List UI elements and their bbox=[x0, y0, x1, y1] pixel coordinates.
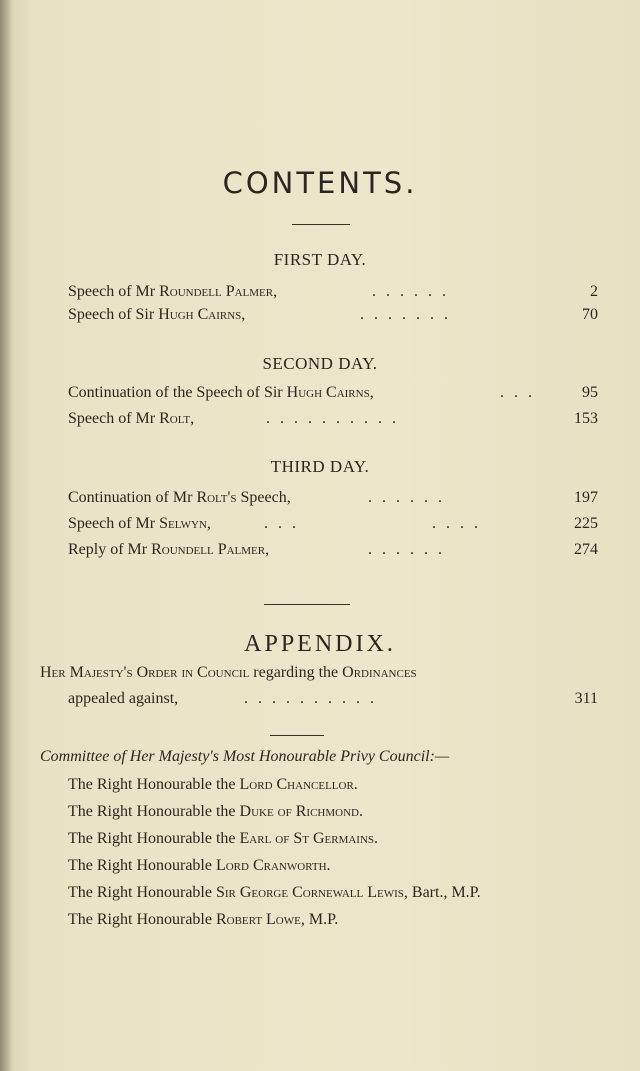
leader-dots: ... bbox=[264, 515, 306, 532]
page-number: 2 bbox=[590, 283, 598, 300]
member-text: The Right Honourable bbox=[68, 884, 216, 901]
page-gutter-shadow bbox=[0, 0, 12, 1071]
committee-member bbox=[68, 830, 378, 848]
page-number: 225 bbox=[574, 515, 598, 532]
first-day-heading: FIRST DAY. bbox=[273, 250, 367, 269]
second-day-heading: SECOND DAY. bbox=[262, 354, 378, 373]
leader-dots: .......... bbox=[266, 410, 406, 427]
entry-text: , bbox=[265, 541, 270, 558]
entry-text: Speech of Mr bbox=[68, 283, 160, 300]
member-name: Lord Cranworth. bbox=[215, 857, 331, 874]
committee-member bbox=[68, 857, 331, 875]
entry-name: Rolt's bbox=[196, 489, 237, 506]
member-text: The Right Honourable the bbox=[68, 803, 240, 820]
member-name: Sir George Cornewall Lewis bbox=[215, 884, 404, 901]
order-text: regarding the bbox=[249, 664, 343, 681]
entry-text: Continuation of Mr bbox=[68, 489, 197, 506]
entry-name: Rolt bbox=[159, 410, 191, 427]
third-day-heading: THIRD DAY. bbox=[270, 457, 370, 476]
page-number: 153 bbox=[574, 410, 598, 427]
toc-entry bbox=[68, 690, 598, 712]
section-rule bbox=[264, 604, 350, 605]
committee-heading: Committee of Her Majesty's Most Honourable Privy Council:— bbox=[40, 748, 450, 765]
member-text: The Right Honourable bbox=[68, 857, 216, 874]
toc-entry bbox=[68, 541, 598, 563]
entry-text: Speech of Mr bbox=[68, 515, 160, 532]
leader-dots: ...... bbox=[372, 283, 456, 300]
toc-entry bbox=[68, 515, 598, 537]
committee-member bbox=[68, 911, 338, 929]
leader-dots: ...... bbox=[368, 541, 452, 558]
leader-dots: .......... bbox=[244, 690, 384, 707]
entry-text: Speech of Sir bbox=[68, 306, 159, 323]
committee-member bbox=[68, 803, 363, 821]
page-number: 311 bbox=[574, 690, 598, 707]
page-number: 274 bbox=[574, 541, 598, 558]
page-number: 95 bbox=[582, 384, 598, 401]
order-ordinances: Ordinances bbox=[342, 664, 417, 681]
entry-name: Hugh Cairns bbox=[286, 384, 370, 401]
entry-text: appealed against, bbox=[68, 690, 179, 707]
title-rule bbox=[292, 224, 350, 225]
entry-text: Reply of Mr bbox=[68, 541, 152, 558]
member-name: Lord Chancellor. bbox=[239, 776, 358, 793]
appendix-rule bbox=[270, 735, 324, 736]
leader-dots: ....... bbox=[360, 306, 458, 323]
member-text: The Right Honourable the bbox=[68, 776, 240, 793]
page-number: 70 bbox=[582, 306, 598, 323]
entry-text: , bbox=[273, 283, 278, 300]
toc-entry bbox=[68, 306, 598, 328]
leader-dots: ...... bbox=[368, 489, 452, 506]
page-title: CONTENTS. bbox=[222, 166, 418, 200]
entry-name: Hugh Cairns bbox=[158, 306, 242, 323]
entry-text: , bbox=[241, 306, 246, 323]
entry-text: , bbox=[369, 384, 374, 401]
entry-text: Continuation of the Speech of Sir bbox=[68, 384, 287, 401]
appendix-order-line bbox=[40, 664, 600, 682]
member-name: Earl of St Germains. bbox=[239, 830, 379, 847]
committee-member bbox=[68, 884, 481, 902]
appendix-heading: APPENDIX. bbox=[244, 631, 396, 657]
entry-text: , bbox=[206, 515, 211, 532]
leader-dots: ... bbox=[500, 384, 542, 401]
entry-text: Speech of Mr bbox=[68, 410, 160, 427]
entry-name: Roundell Palmer bbox=[151, 541, 266, 558]
order-title: Her Majesty's Order in Council bbox=[40, 664, 250, 681]
member-name: Robert Lowe bbox=[215, 911, 301, 928]
entry-name: Roundell Palmer bbox=[159, 283, 274, 300]
leader-dots: .... bbox=[432, 515, 488, 532]
member-text: , Bart., M.P. bbox=[403, 884, 481, 901]
committee-member bbox=[68, 776, 358, 794]
entry-text: , bbox=[190, 410, 195, 427]
member-text: The Right Honourable bbox=[68, 911, 216, 928]
page-number: 197 bbox=[574, 489, 598, 506]
toc-entry bbox=[68, 283, 598, 305]
member-name: Duke of Richmond. bbox=[239, 803, 363, 820]
toc-entry bbox=[68, 489, 598, 511]
entry-name: Selwyn bbox=[159, 515, 207, 532]
toc-entry bbox=[68, 410, 598, 432]
member-text: , M.P. bbox=[300, 911, 339, 928]
entry-text: Speech, bbox=[236, 489, 291, 506]
member-text: The Right Honourable the bbox=[68, 830, 240, 847]
toc-entry bbox=[68, 384, 598, 406]
